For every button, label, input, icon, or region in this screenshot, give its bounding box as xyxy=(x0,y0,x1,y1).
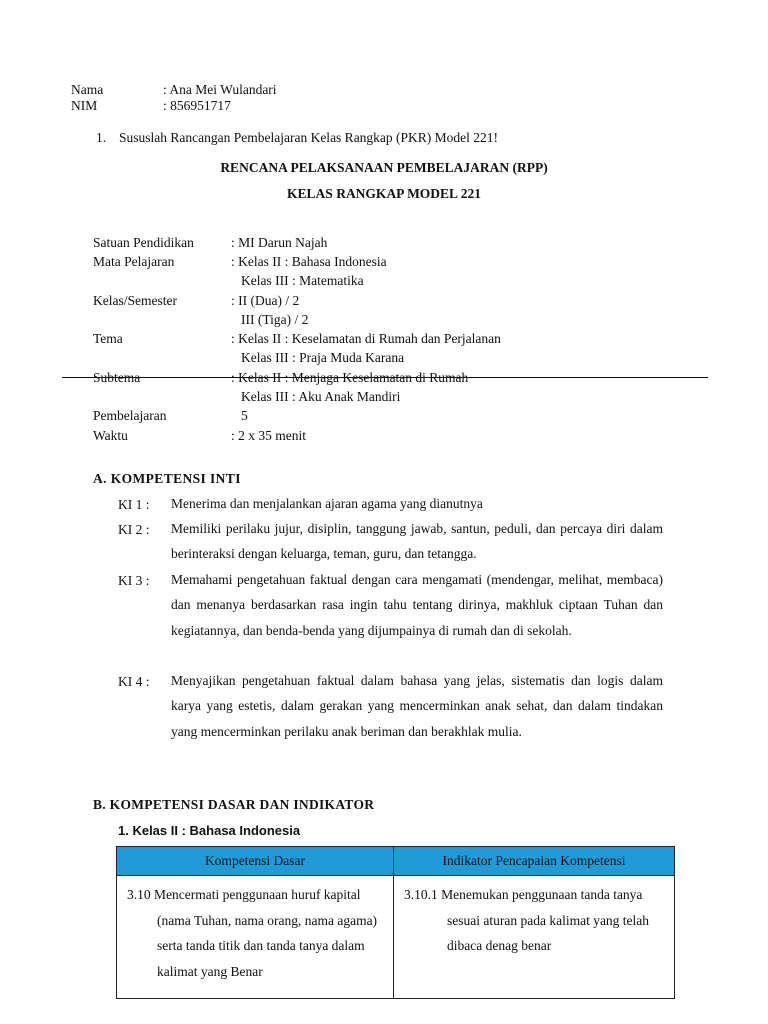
ki3-text: Memahami pengetahuan faktual dengan cara mengamati (mendengar, melihat, membaca) dan menanya berdasarkan rasa ingin tahu tentang dirinya, makhluk ciptaan Tuhan dan kegiatannya, dan benda-benda yang dijumpainya di rumah dan di sekolah. xyxy=(171,572,663,638)
table-header-row xyxy=(117,847,675,876)
indikator-text: 3.10.1 Menemukan penggunaan tanda tanya sesuai aturan pada kalimat yang telah dibaca denag benar xyxy=(404,887,650,953)
tema-value-2: Kelas III : Praja Muda Karana xyxy=(241,350,405,365)
waktu-label: Waktu xyxy=(93,428,128,443)
mapel-value-2: Kelas III : Matematika xyxy=(241,273,364,288)
kelas-value-1: : II (Dua) / 2 xyxy=(231,293,300,308)
ki4-label: KI 4 : xyxy=(118,674,150,689)
document-subtitle: KELAS RANGKAP MODEL 221 xyxy=(287,186,481,201)
ki2-label: KI 2 : xyxy=(118,522,150,537)
table-header-kompetensi-dasar: Kompetensi Dasar xyxy=(117,847,394,876)
satuan-label: Satuan Pendidikan xyxy=(93,235,194,250)
ki1-label: KI 1 : xyxy=(118,497,150,512)
subtema-value-2: Kelas III : Aku Anak Mandiri xyxy=(241,389,401,404)
kompetensi-table xyxy=(116,846,675,999)
ki2-text: Memiliki perilaku jujur, disiplin, tanggung jawab, santun, peduli, dan percaya diri dalam berinteraksi dengan keluarga, teman, guru, dan tetangga. xyxy=(171,521,663,562)
ki4-text: Menyajikan pengetahuan faktual dalam bahasa yang jelas, sistematis dan logis dalam karya yang estetis, dalam gerakan yang mencerminkan anak sehat, dan dalam tindakan yang mencerminkan perilaku anak beriman dan berakhlak mulia. xyxy=(171,673,663,739)
name-label: Nama xyxy=(71,82,104,97)
section-b-subheading: 1. Kelas II : Bahasa Indonesia xyxy=(118,823,301,838)
mapel-label: Mata Pelajaran xyxy=(93,254,175,269)
mapel-value-1: : Kelas II : Bahasa Indonesia xyxy=(231,254,387,269)
pembelajaran-label: Pembelajaran xyxy=(93,408,167,423)
subtema-value-1: : Kelas II : Menjaga Keselamatan di Rumah xyxy=(231,370,469,385)
nim-value: : 856951717 xyxy=(163,98,231,113)
tema-value-1: : Kelas II : Keselamatan di Rumah dan Perjalanan xyxy=(231,331,501,346)
subtema-label: Subtema xyxy=(93,370,141,385)
name-value: : Ana Mei Wulandari xyxy=(163,82,277,97)
section-a-heading: A. KOMPETENSI INTI xyxy=(93,471,241,486)
kelas-value-2: III (Tiga) / 2 xyxy=(241,312,309,327)
pembelajaran-value: 5 xyxy=(241,408,248,423)
kelas-label: Kelas/Semester xyxy=(93,293,177,308)
strikethrough-line xyxy=(62,377,708,378)
waktu-value: : 2 x 35 menit xyxy=(231,428,306,443)
ki3-label: KI 3 : xyxy=(118,573,150,588)
ki1-text: Menerima dan menjalankan ajaran agama yang dianutnya xyxy=(171,496,483,511)
document-title: RENCANA PELAKSANAAN PEMBELAJARAN (RPP) xyxy=(220,160,548,175)
task-number: 1. xyxy=(96,130,107,145)
table-cell-kompetensi xyxy=(117,876,394,999)
section-b-heading: B. KOMPETENSI DASAR DAN INDIKATOR xyxy=(93,797,375,812)
table-row xyxy=(117,876,675,999)
tema-label: Tema xyxy=(93,331,123,346)
task-text: Sususlah Rancangan Pembelajaran Kelas Rangkap (PKR) Model 221! xyxy=(119,130,499,145)
table-cell-indikator xyxy=(394,876,675,999)
table-header-indikator: Indikator Pencapaian Kompetensi xyxy=(394,847,675,876)
nim-label: NIM xyxy=(71,98,98,113)
satuan-value: : MI Darun Najah xyxy=(231,235,328,250)
kompetensi-text: 3.10 Mencermati penggunaan huruf kapital (nama Tuhan, nama orang, nama agama) serta tanda titik dan tanda tanya dalam kalimat yang Benar xyxy=(127,887,378,979)
